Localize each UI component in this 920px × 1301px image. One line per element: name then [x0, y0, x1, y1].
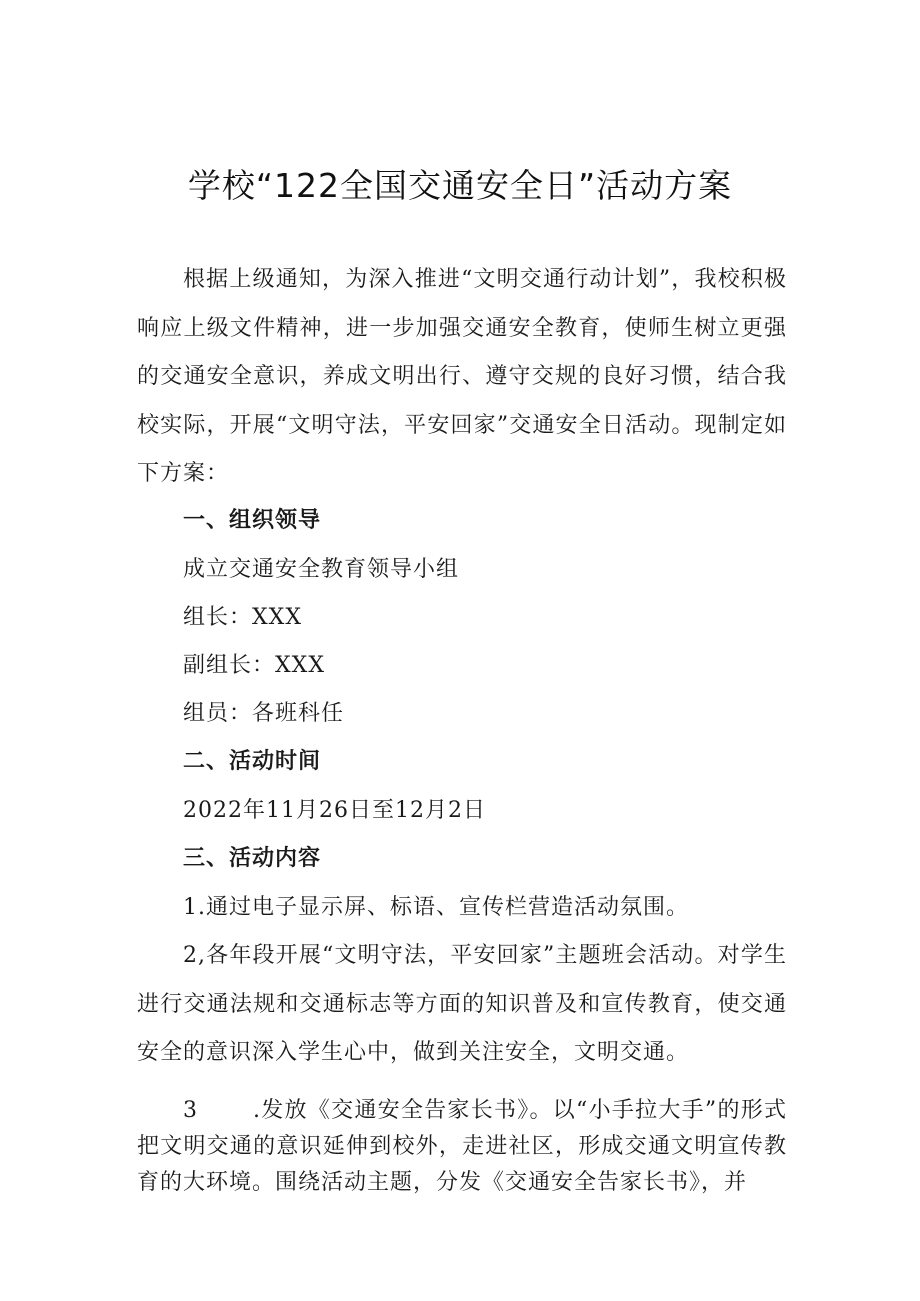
- section-heading-organization: 一、组织领导: [183, 508, 322, 533]
- content-item-3-number: 3: [183, 1098, 198, 1123]
- leadership-group-line: 成立交通安全教育领导小组: [183, 557, 460, 582]
- activity-time-line: 2022年11月26日至12月2日: [183, 798, 486, 823]
- content-item-2: 2,各年段开展“文明守法，平安回家”主题班会活动。对学生进行交通法规和交通标志等方面的知识普及和宣传教育，使交通安全的意识深入学生心中，做到关注安全，文明交通。: [137, 943, 787, 1065]
- document-title: 学校“122全国交通安全日”活动方案: [187, 166, 733, 205]
- group-leader-line: 组长：XXX: [183, 605, 302, 630]
- members-line: 组员：各班科任: [183, 701, 345, 726]
- content-item-1: 1.通过电子显示屏、标语、宣传栏营造活动氛围。: [183, 895, 689, 920]
- content-item-3: [137, 1093, 787, 1201]
- section-heading-content: 三、活动内容: [183, 846, 322, 871]
- content-item-3-text: .发放《交通安全告家长书》。以“小手拉大手”的形式把文明交通的意识延伸到校外，走进社区，形成交通文明宣传教育的大环境。围绕活动主题，分发《交通安全告家长书》，并: [137, 1098, 787, 1195]
- deputy-leader-line: 副组长：XXX: [183, 653, 325, 678]
- section-heading-time: 二、活动时间: [183, 749, 322, 774]
- intro-paragraph: 根据上级通知，为深入推进“文明交通行动计划”，我校积极响应上级文件精神，进一步加强交通安全教育，使师生树立更强的交通安全意识，养成文明出行、遵守交规的良好习惯，结合我校实际，开展“文明守法，平安回家”交通安全日活动。现制定如下方案：: [137, 267, 787, 486]
